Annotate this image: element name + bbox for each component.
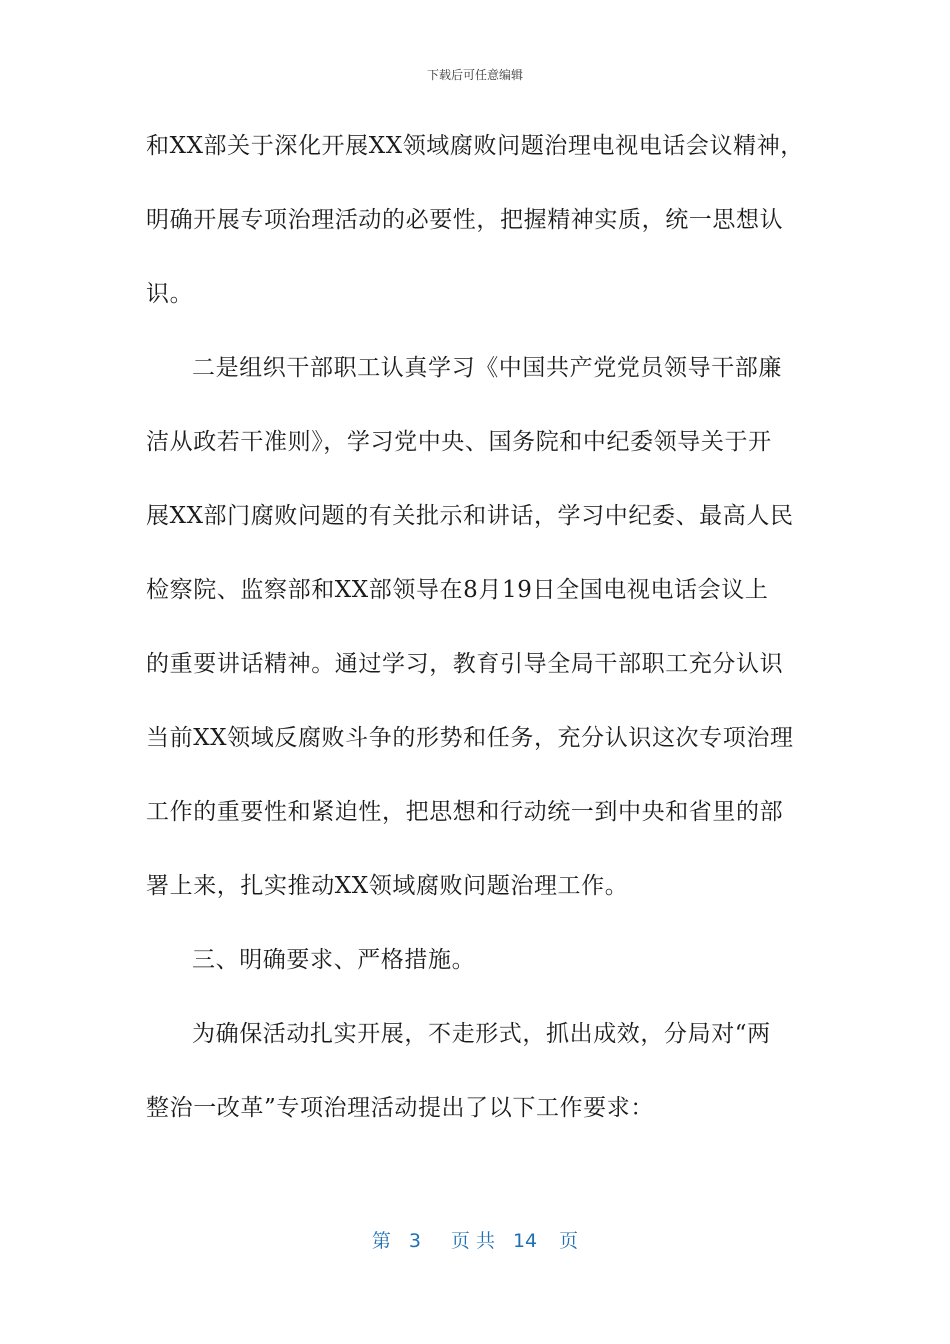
download-edit-note: 下载后可任意编辑 <box>426 68 523 82</box>
text-line: 当前XX领域反腐败斗争的形势和任务，充分认识这次专项治理 <box>146 725 794 751</box>
total-pages-number: 14 <box>512 1230 538 1252</box>
document-body <box>146 124 806 1160</box>
text-line: 洁从政若干准则》，学习党中央、国务院和中纪委领导关于开 <box>146 429 772 455</box>
current-page-number: 3 <box>408 1230 421 1252</box>
text-line: 展XX部门腐败问题的有关批示和讲话，学习中纪委、最高人民 <box>146 503 794 529</box>
page-prefix: 第 <box>371 1230 391 1252</box>
text-line: 整治一改革”专项治理活动提出了以下工作要求： <box>146 1095 654 1121</box>
paragraph-start-line: 为确保活动扎实开展，不走形式，抓出成效，分局对“两 <box>192 1021 771 1047</box>
page-middle-text: 页 共 <box>450 1230 495 1252</box>
paragraph-start-line: 二是组织干部职工认真学习《中国共产党党员领导干部廉 <box>192 355 782 381</box>
text-line: 的重要讲话精神。通过学习，教育引导全局干部职工充分认识 <box>146 651 784 677</box>
text-line: 工作的重要性和紧迫性，把思想和行动统一到中央和省里的部 <box>146 799 784 825</box>
page-number-footer <box>0 1226 950 1253</box>
text-line: 明确开展专项治理活动的必要性，把握精神实质，统一思想认 <box>146 207 784 233</box>
page-suffix: 页 <box>559 1230 579 1252</box>
section-heading: 三、明确要求、严格措施。 <box>192 947 476 973</box>
text-line: 检察院、监察部和XX部领导在8月19日全国电视电话会议上 <box>146 577 769 603</box>
text-line: 和XX部关于深化开展XX领域腐败问题治理电视电话会议精神， <box>146 133 804 159</box>
text-line: 识。 <box>146 281 194 307</box>
text-line: 署上来，扎实推动XX领域腐败问题治理工作。 <box>146 873 629 899</box>
